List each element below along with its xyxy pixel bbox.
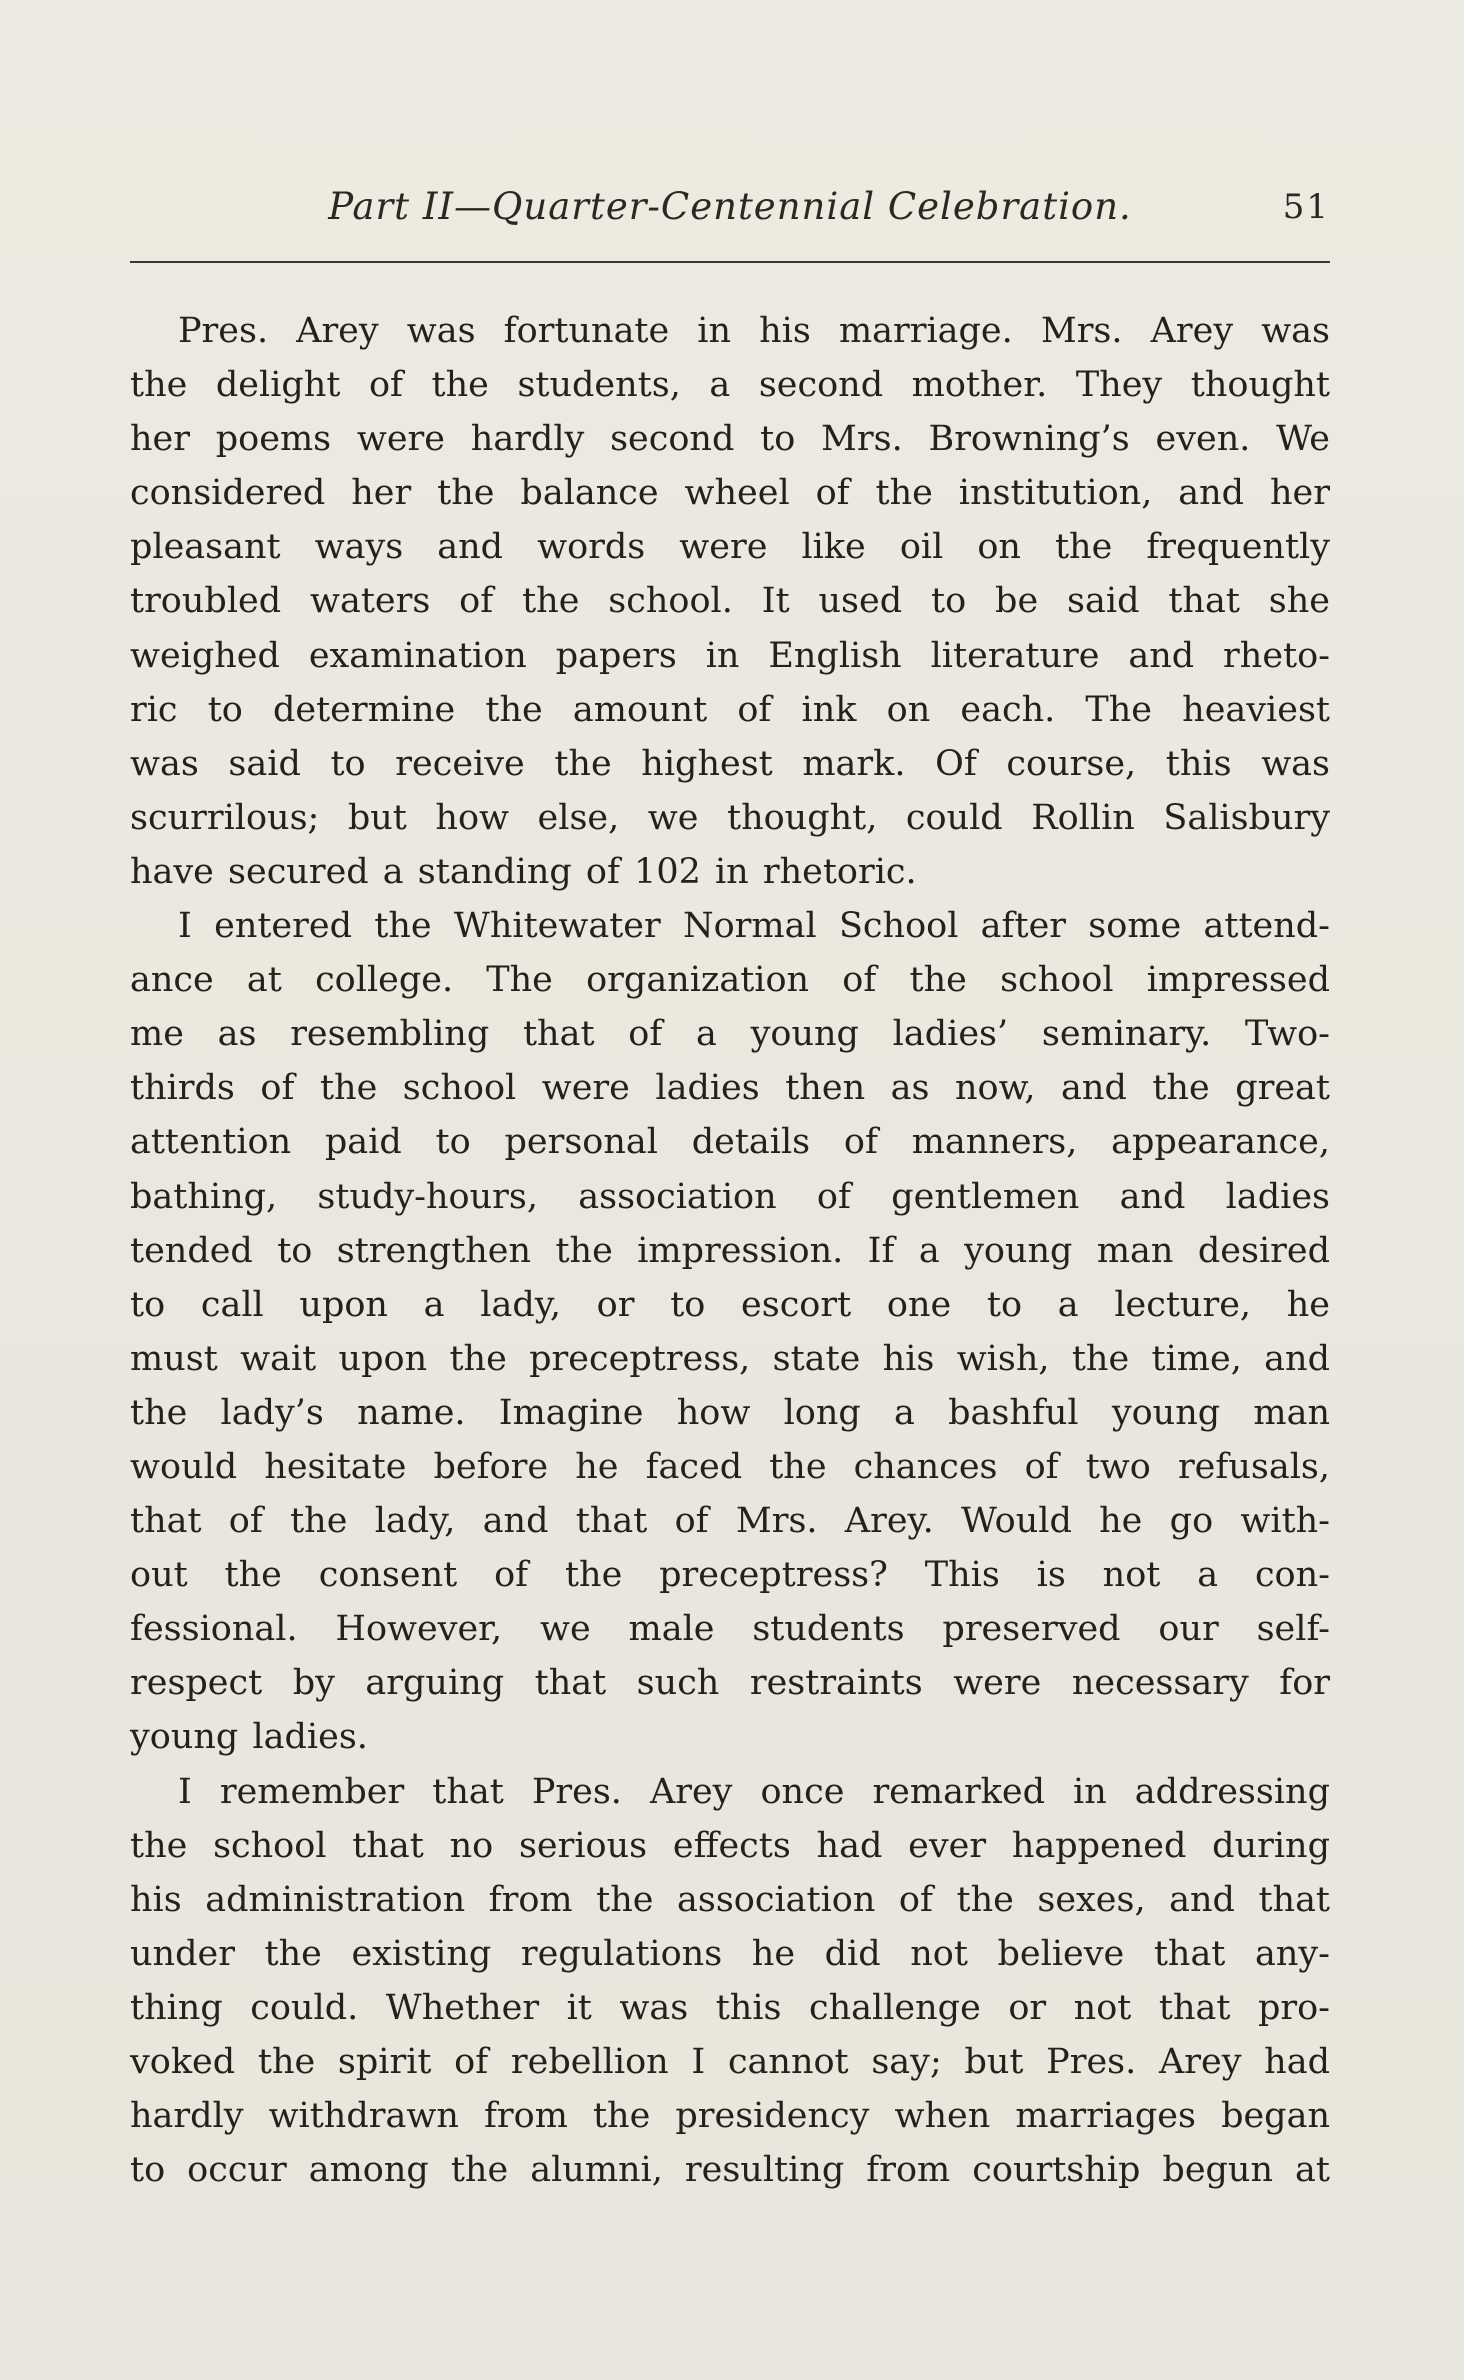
- text-line: pleasant ways and words were like oil on the frequently: [130, 527, 1330, 568]
- text-line: scurrilous; but how else, we thought, could Rollin Salisbury: [130, 797, 1330, 838]
- running-title: Part II—Quarter-Centennial Celebration.: [328, 185, 1132, 228]
- text-line: bathing, study-hours, association of gentlemen and ladies: [130, 1176, 1330, 1217]
- text-line: would hesitate before he faced the chances of two refusals,: [130, 1446, 1330, 1487]
- text-line: the delight of the students, a second mother. They thought: [130, 365, 1330, 406]
- text-line: was said to receive the highest mark. Of course, this was: [130, 743, 1330, 784]
- text-line: fessional. However, we male students preserved our self-: [130, 1609, 1330, 1650]
- page-header: [130, 185, 1330, 245]
- text-line: hardly withdrawn from the presidency when marriages began: [130, 2096, 1330, 2137]
- header-rule: [130, 261, 1330, 263]
- text-line: Pres. Arey was fortunate in his marriage. Mrs. Arey was: [178, 311, 1330, 351]
- text-line: out the consent of the preceptress? This is not a con-: [130, 1555, 1330, 1596]
- text-line: me as resembling that of a young ladies’ seminary. Two-: [130, 1014, 1330, 1055]
- text-line: troubled waters of the school. It used to be said that she: [130, 581, 1330, 622]
- text-line: considered her the balance wheel of the institution, and her: [130, 473, 1330, 514]
- text-line: weighed examination papers in English literature and rheto-: [130, 635, 1330, 676]
- text-line: to call upon a lady, or to escort one to a lecture, he: [130, 1284, 1330, 1325]
- text-line: that of the lady, and that of Mrs. Arey. Would he go with-: [130, 1501, 1330, 1542]
- text-line: ric to determine the amount of ink on each. The heaviest: [130, 689, 1330, 730]
- text-line: have secured a standing of 102 in rhetoric.: [130, 851, 917, 892]
- text-line: respect by arguing that such restraints were necessary for: [130, 1663, 1330, 1704]
- text-line: thirds of the school were ladies then as now, and the great: [130, 1068, 1330, 1109]
- body-text: [130, 304, 1330, 2197]
- text-line: I remember that Pres. Arey once remarked in addressing: [178, 1771, 1330, 1812]
- paragraph: [130, 304, 1330, 899]
- text-line: her poems were hardly second to Mrs. Browning’s even. We: [130, 419, 1330, 460]
- text-line: young ladies.: [130, 1717, 368, 1758]
- text-line: thing could. Whether it was this challenge or not that pro-: [130, 1987, 1330, 2028]
- text-line: under the existing regulations he did not believe that any-: [130, 1933, 1330, 1974]
- page-number: 51: [1282, 187, 1330, 227]
- text-line: his administration from the association of the sexes, and that: [130, 1879, 1330, 1920]
- text-line: the school that no serious effects had ever happened during: [130, 1825, 1330, 1866]
- text-line: voked the spirit of rebellion I cannot say; but Pres. Arey had: [130, 2042, 1330, 2082]
- text-line: attention paid to personal details of manners, appearance,: [130, 1122, 1330, 1163]
- text-line: to occur among the alumni, resulting from courtship begun at: [130, 2150, 1330, 2191]
- text-line: tended to strengthen the impression. If a young man desired: [130, 1230, 1330, 1271]
- text-line: ance at college. The organization of the school impressed: [130, 960, 1330, 1001]
- text-line: the lady’s name. Imagine how long a bashful young man: [130, 1392, 1330, 1433]
- text-line: I entered the Whitewater Normal School after some attend-: [178, 906, 1330, 947]
- paragraph: [130, 899, 1330, 1765]
- text-line: must wait upon the preceptress, state his wish, the time, and: [130, 1338, 1330, 1379]
- paragraph: [130, 1765, 1330, 2198]
